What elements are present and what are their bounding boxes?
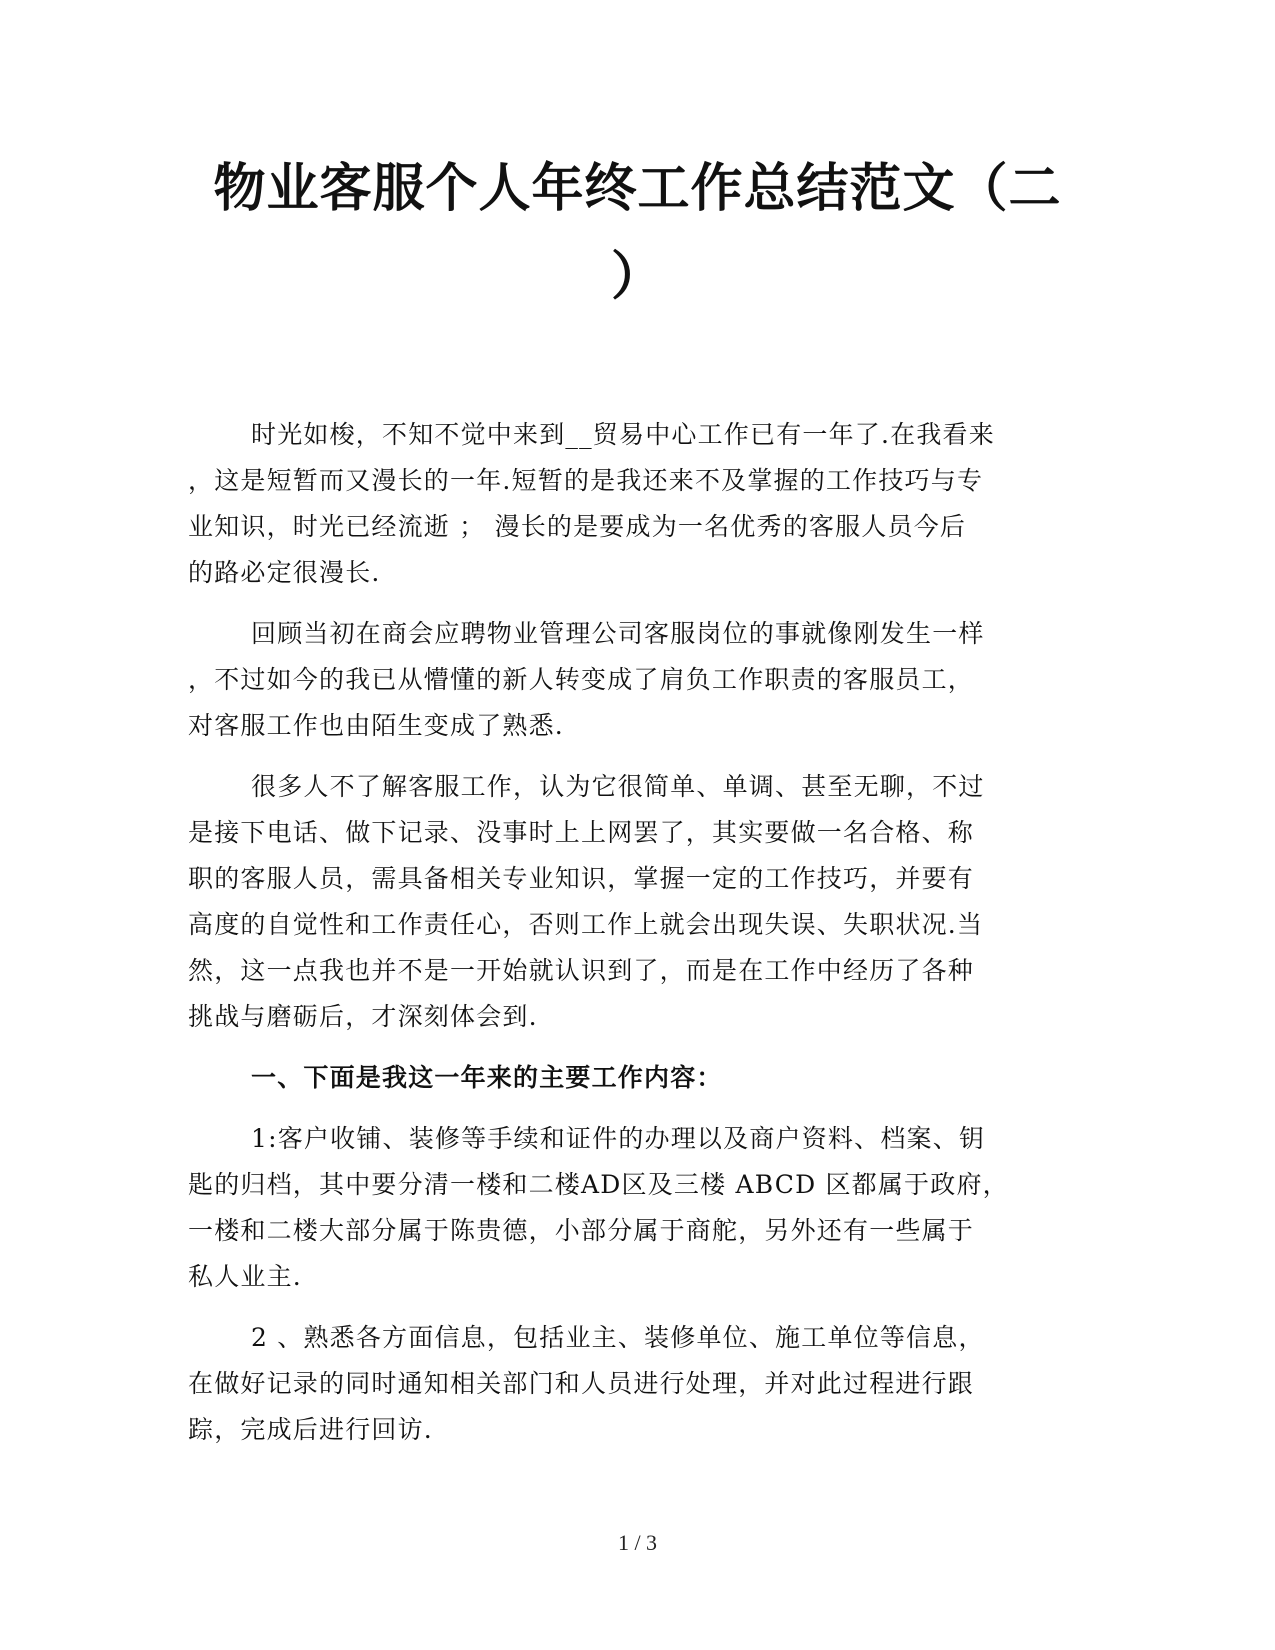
work-item-2 <box>188 1315 1080 1453</box>
text-line: 然，这一点我也并不是一开始就认识到了，而是在工作中经历了各种 <box>188 956 975 985</box>
text-line: 匙的归档，其中要分清一楼和二楼AD区及三楼 ABCD 区都属于政府， <box>188 1170 1009 1199</box>
text-line: 是接下电话、做下记录、没事时上上网罢了，其实要做一名合格、称 <box>188 818 975 847</box>
paragraph-review <box>188 611 1080 749</box>
text-line: 1:客户收铺、装修等手续和证件的办理以及商户资料、档案、钥 <box>251 1124 986 1153</box>
text-line: 业知识，时光已经流逝 ； 漫长的是要成为一名优秀的客服人员今后 <box>188 512 967 541</box>
document-body <box>188 412 1080 1468</box>
text-line: 在做好记录的同时通知相关部门和人员进行处理，并对此过程进行跟 <box>188 1369 975 1398</box>
page-number: 1 / 3 <box>617 1530 658 1555</box>
text-line: 高度的自觉性和工作责任心，否则工作上就会出现失误、失职状况.当 <box>188 910 984 939</box>
text-line: 挑战与磨砺后，才深刻体会到. <box>188 1002 538 1031</box>
text-line: 时光如梭，不知不觉中来到__贸易中心工作已有一年了.在我看来 <box>251 420 995 449</box>
paragraph-understanding <box>188 764 1080 1040</box>
title-line: ） <box>610 247 664 307</box>
document-title <box>150 145 1125 321</box>
text-line: 2 、熟悉各方面信息，包括业主、装修单位、施工单位等信息， <box>251 1323 985 1352</box>
text-line: ，不过如今的我已从懵懂的新人转变成了肩负工作职责的客服员工， <box>188 665 975 694</box>
text-line: 回顾当初在商会应聘物业管理公司客服岗位的事就像刚发生一样 <box>251 619 985 648</box>
title-line: 物业客服个人年终工作总结范文（二 <box>213 159 1062 219</box>
text-line: 职的客服人员，需具备相关专业知识，掌握一定的工作技巧，并要有 <box>188 864 975 893</box>
paragraph-intro <box>188 412 1080 596</box>
text-line: 私人业主. <box>188 1262 302 1291</box>
text-line: 一楼和二楼大部分属于陈贵德，小部分属于商舵，另外还有一些属于 <box>188 1216 975 1245</box>
text-line: ，这是短暂而又漫长的一年.短暂的是我还来不及掌握的工作技巧与专 <box>188 466 984 495</box>
text-line: 很多人不了解客服工作，认为它很简单、单调、甚至无聊，不过 <box>251 772 985 801</box>
text-line: 对客服工作也由陌生变成了熟悉. <box>188 711 564 740</box>
text-line: 的路必定很漫长. <box>188 558 381 587</box>
work-item-1 <box>188 1116 1080 1300</box>
text-line: 踪，完成后进行回访. <box>188 1415 433 1444</box>
section-heading: 一、下面是我这一年来的主要工作内容： <box>251 1063 723 1092</box>
